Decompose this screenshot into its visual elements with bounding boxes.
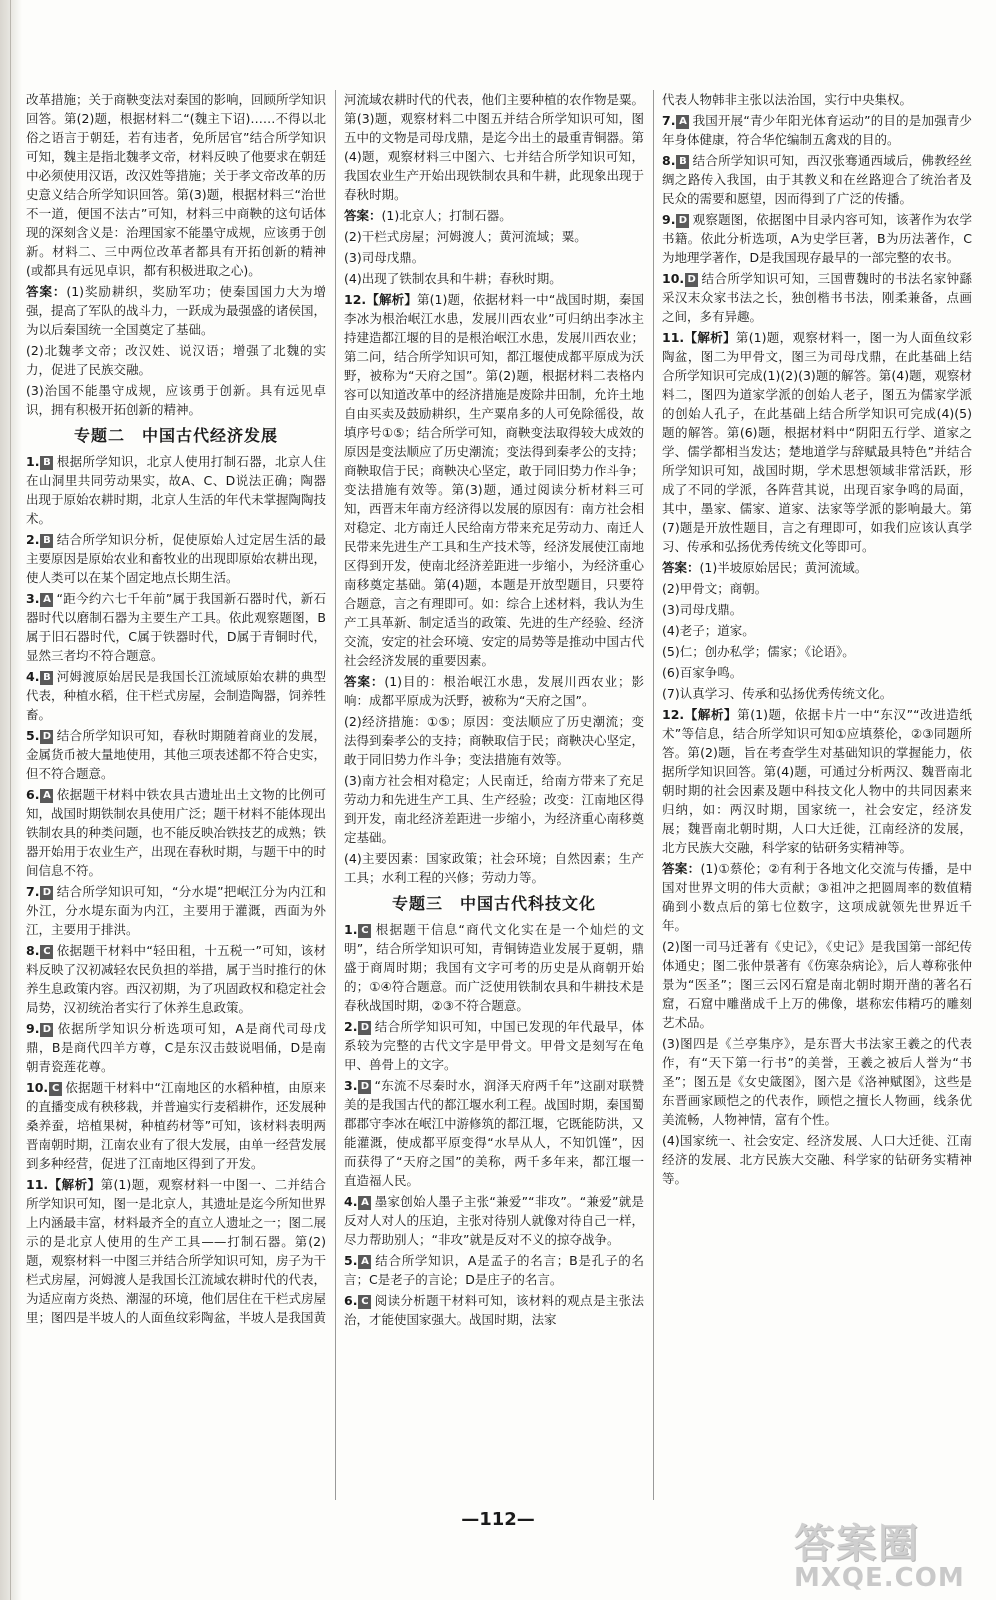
section-heading: 专题二 中国古代经济发展 xyxy=(73,426,278,445)
answer-badge: A xyxy=(40,789,53,803)
question-item: 3. A “距今约六七千年前”属于我国新石器时代，新石器时代以磨制石器为主要生产工具。依此观察题图，B属于旧石器时代，C属于铁器时代，D属于青铜时代，显然三者均不符合题意。 xyxy=(26,591,326,663)
column-2 xyxy=(344,90,644,1500)
answer-line: (3)治国不能墨守成规，应该勇于创新。具有远见卓识，拥有积极开拓创新的精神。 xyxy=(26,383,326,417)
question-item: 2. B 结合所学知识分析，促使原始人过定居生活的最主要原因是原始农业和畜牧业的出现即原始农耕出现，使人类可以在某个固定地点长期生活。 xyxy=(26,532,326,585)
question-item: 6. A 依据题干材料中铁农具古遗址出土文物的比例可知，战国时期铁制农具使用广泛；题干材料不能体现出铁制农具的种类问题，也不能反映冶铁技艺的成熟；铁器开始用于农业生产，出现在春秋时期，与题干中的时间信息不符。 xyxy=(26,787,326,878)
question-item: 12.【解析】第(1)题，依据卡片一中“东汉”“改进造纸术”等信息，结合所学知识可知①应填蔡伦，②③同题所答。第(2)题，旨在考查学生对基础知识的掌握能力，依据所学知识回答。第(4)题，可通过分析两汉、魏晋南北朝时期的社会因素及题中科技文化人物中的共同因素来归纳，如：两汉时期，国家统一，社会安定，经济发展；魏晋南北朝时期，人口大迁徙，江南经济的发展，北方民族大交融，科学家的钻研务实精神等。 xyxy=(662,707,972,855)
answer-badge: D xyxy=(676,214,689,228)
answer-badge: A xyxy=(358,1255,371,1269)
question-item: 8. C 依据题干材料中“轻田租，十五税一”可知，该材料反映了汉初减轻农民负担的举措，属于当时推行的休养生息政策内容。西汉初期，为了巩固政权和稳定社会局势，汉初统治者实行了休养生息政策。 xyxy=(26,943,326,1015)
answer-badge: B xyxy=(40,456,53,470)
question-item: 6. C 阅读分析题干材料可知，该材料的观点是主张法治，才能使国家强大。战国时期，法家 xyxy=(344,1293,644,1327)
question-item: 11.【解析】第(1)题，观察材料一，图一为人面鱼纹彩陶盆，图二为甲骨文，图三为司母戊鼎，在此基础上结合所学知识可完成(1)(2)(3)题的解答。第(4)题，观察材料二，图四为道家学派的创始人老子，图五为儒家学派的创始人孔子，在此基础上结合所学知识可完成(4)(5)题的解答。第(6)题，根据材料中“阴阳五行学、道家之学、儒学都相当发达；楚地道学与辞赋最具特色”并结合所学知识可知，战国时期，学术思想领域非常活跃，形成了不同的学派，各阵营其说，出现百家争鸣的局面，其中，墨家、儒家、道家、法家等学派的影响最大。第(7)题是开放性题目，言之有理即可，如我们应该认真学习、传承和弘扬优秀传统文化等即可。 xyxy=(662,330,972,554)
answer-badge: D xyxy=(40,730,53,744)
question-item: 9. D 观察题图，依据图中目录内容可知，该著作为农学书籍。依此分析选项，A为史学巨著，B为历法著作，C为地理学著作，D是我国现存最早的一部完整的农书。 xyxy=(662,212,972,265)
analysis-tag: 【解析】 xyxy=(366,292,417,307)
answer-line: (4)国家统一、社会安定、经济发展、人口大迁徙、江南经济的发展、北方民族大交融、科学家的钻研务实精神等。 xyxy=(662,1133,972,1186)
answer-line: (2)北魏孝文帝；改汉姓、说汉语；增强了北魏的实力，促进了民族交融。 xyxy=(26,343,326,377)
answer-line: (3)司母戊鼎。 xyxy=(344,250,425,265)
watermark-text: 答案圈 xyxy=(794,1521,920,1567)
question-item: 10. C 依据题干材料中“江南地区的水稻种植，由原来的直播变成有秧移栽，并普遍实行麦稻耕作，还发展种桑养蚕，培植果树，种植药材等”可知，该材料表明两晋南朝时期，江南农业有了很大发展，由单一经营发展到多种经营，促进了江南地区得到了开发。 xyxy=(26,1080,326,1171)
question-item: 5. D 结合所学知识可知，春秋时期随着商业的发展，金属货币被大量地使用，其他三项表述都不符合史实，但不符合题意。 xyxy=(26,728,326,781)
answer-badge: C xyxy=(358,1295,371,1309)
answer-line xyxy=(662,859,972,935)
analysis-tag: 【解析】 xyxy=(684,330,736,345)
answer-badge: A xyxy=(358,1196,371,1210)
answer-line: (4)出现了铁制农具和牛耕；春秋时期。 xyxy=(344,271,562,286)
answer-page xyxy=(26,90,976,1500)
column-1 xyxy=(26,90,326,1500)
question-item: 5. A 结合所学知识，A是孟子的名言；B是孔子的名言；C是老子的言论；D是庄子的名言。 xyxy=(344,1253,644,1287)
question-item: 3. D “东流不尽秦时水，润泽天府两千年”这副对联赞美的是我国古代的都江堰水利工程。战国时期，秦国蜀郡郡守李冰在岷江中游修筑的都江堰，它既能防洪，又能灌溉，使成都平原变得“水旱从人，不知饥馑”，因而获得了“天府之国”的美称，两千多年来，都江堰一直造福人民。 xyxy=(344,1078,644,1188)
answer-label: 答案： xyxy=(344,674,385,689)
question-item: 2. D 结合所学知识可知，中国已发现的年代最早，体系较为完整的古代文字是甲骨文。甲骨文是刻写在龟甲、兽骨上的文字。 xyxy=(344,1019,644,1072)
answer-line: (5)仁；创办私学；儒家；《论语》。 xyxy=(662,644,855,659)
answer-text: (1)①蔡伦；②有利于各地文化交流与传播，是中国对世界文明的伟大贡献；③祖冲之把圆周率的数值精确到小数点后的第七位数字，这项成就领先世界近千年。 xyxy=(662,861,972,933)
answer-line: (2)甲骨文；商朝。 xyxy=(662,581,768,596)
answer-text: (1)奖励耕织，奖励军功；使秦国国力大为增强，提高了军队的战斗力，一跃成为最强盛的诸侯国，为以后秦国统一全国奠定了基础。 xyxy=(26,284,326,337)
answer-line: (3)图四是《兰亭集序》，是东晋大书法家王羲之的代表作，有“天下第一行书”的美誉，王羲之被后人誉为“书圣”；图五是《女史箴图》，图六是《洛神赋图》，这些是东晋画家顾恺之的代表作，顾恺之擅长人物画，线条优美流畅，人物神情，富有个性。 xyxy=(662,1036,972,1127)
answer-badge: A xyxy=(40,593,53,607)
column-3 xyxy=(662,90,972,1500)
answer-text: (1)北京人；打制石器。 xyxy=(381,208,512,223)
answer-badge: B xyxy=(40,671,53,685)
answer-badge: B xyxy=(40,534,53,548)
column-divider xyxy=(653,90,654,1500)
answer-line: (6)百家争鸣。 xyxy=(662,665,743,680)
answer-label: 答案： xyxy=(26,284,67,299)
answer-badge: A xyxy=(676,115,689,129)
answer-line: (7)认真学习、传承和弘扬优秀传统文化。 xyxy=(662,686,893,701)
answer-badge: C xyxy=(40,945,53,959)
answer-line xyxy=(344,672,644,710)
question-item: 10. D 结合所学知识可知，三国曹魏时的书法名家钟繇采汉末众家书法之长，独创楷书书法，刚柔兼备，点画之间，多有异趣。 xyxy=(662,271,972,324)
gutter-line xyxy=(10,0,11,1600)
answer-text: (1)半坡原始居民；黄河流域。 xyxy=(699,560,868,575)
answer-line: (4)老子；道家。 xyxy=(662,623,755,638)
answer-line: (2)干栏式房屋；河姆渡人；黄河流域；粟。 xyxy=(344,229,587,244)
question-item: 7. A 我国开展“青少年阳光体育运动”的目的是加强青少年身体健康，符合华佗编制五禽戏的目的。 xyxy=(662,113,972,147)
question-item: 9. D 依据所学知识分析选项可知，A是商代司母戊鼎，B是商代四羊方尊，C是东汉击鼓说唱俑，D是南朝青瓷莲花尊。 xyxy=(26,1021,326,1074)
question-item: 1. B 根据所学知识，北京人使用打制石器，北京人住在山洞里共同劳动果实，故A、C、D说法正确；陶器出现于原始农耕时期，北京人生活的年代未掌握陶陶技术。 xyxy=(26,454,326,526)
question-item: 8. B 结合所学知识可知，西汉张骞通西域后，佛教经丝绸之路传入我国，由于其教义和在丝路迎合了统治者及民众的需要和愿望，因而得到了广泛的传播。 xyxy=(662,153,972,206)
question-item: 1. C 根据题干信息“商代文化实在是一个灿烂的文明”，结合所学知识可知，青铜铸造业发展于夏朝，鼎盛于商周时期；我国有文字可考的历史是从商朝开始的；①④符合题意。而广泛使用铁制农具和牛耕技术是春秋战国时期，②③不符合题意。 xyxy=(344,922,644,1013)
answer-line xyxy=(344,206,644,225)
answer-badge: D xyxy=(358,1080,371,1094)
answer-label: 答案： xyxy=(662,861,701,876)
paragraph: 河流域农耕时代的代表，他们主要种植的农作物是粟。第(3)题，观察材料二中图五并结合所学知识可知，图五中的文物是司母戊鼎，是迄今出土的最重青铜器。第(4)题，观察材料三中图六、七并结合所学知识可知，我国农业生产开始出现铁制农具和牛耕，此现象出现于春秋时期。 xyxy=(344,92,644,202)
answer-badge: C xyxy=(49,1082,62,1096)
watermark-url: MXQE.COM xyxy=(794,1563,965,1593)
answer-label: 答案： xyxy=(344,208,382,223)
question-item: 11.【解析】第(1)题，观察材料一中图一、二并结合所学知识可知，图一是北京人，其遗址是迄今所知世界上内涵最丰富，材料最齐全的直立人遗址之一；图二展示的是北京人使用的生产工具——打制石器。第(2)题，观察材料一中图三并结合所学知识可知，房子为干栏式房屋，河姆渡人是我国长江流域农耕时代的代表，为适应南方炎热、潮湿的环境，他们居住在干栏式房屋里；图四是半坡人的人面鱼纹彩陶盆，半坡人是我国黄 xyxy=(26,1177,326,1325)
answer-badge: D xyxy=(40,886,53,900)
answer-line: (3)司母戊鼎。 xyxy=(662,602,743,617)
watermark-logo xyxy=(794,1512,982,1594)
answer-line: (2)图一司马迁著有《史记》，《史记》是我国第一部纪传体通史；图二张仲景著有《伤寒杂病论》，后人尊称张仲景为“医圣”；图三云冈石窟是南北朝时期开凿的著名石窟，石窟中雕凿成千上万的佛像，堪称宏伟精巧的雕刻艺术品。 xyxy=(662,939,972,1030)
analysis-tag: 【解析】 xyxy=(684,707,738,722)
paragraph: 代表人物韩非主张以法治国，实行中央集权。 xyxy=(662,92,913,107)
page-gutter xyxy=(0,0,22,1600)
answer-label: 答案： xyxy=(662,560,700,575)
paragraph: 改革措施；关于商鞅变法对秦国的影响，回顾所学知识回答。第(2)题，根据材料二“(魏主下诏)……不得以北俗之语言于朝廷，若有违者，免所居官”结合所学知识可知，魏主是指北魏孝文帝，材料反映了他要求在朝廷中必须使用汉语，改汉姓等措施；关于孝文帝改革的历史意义结合所学知识回答。第(3)题，根据材料三“治世不一道，便国不法古”可知，材料三中商鞅的这句话体现的深刻含义是：治理国家不能墨守成规，应该勇于创新。材料二、三中两位改革者都具有开拓创新的精神(或都具有远见卓识，都有积极进取之心)。 xyxy=(26,92,326,278)
answer-badge: D xyxy=(40,1023,53,1037)
answer-badge: D xyxy=(358,1021,371,1035)
analysis-tag: 【解析】 xyxy=(48,1177,101,1192)
answer-line xyxy=(26,282,326,339)
page-number: —112— xyxy=(461,1509,535,1530)
answer-badge: B xyxy=(676,155,689,169)
answer-text: (1)目的：根治岷江水患，发展川西农业；影响：成都平原成为沃野，被称为“天府之国”。 xyxy=(344,674,644,708)
question-item: 4. A 墨家创始人墨子主张“兼爱”“非攻”。“兼爱”就是反对人对人的压迫，主张对待别人就像对待自己一样，尽力帮助别人；“非攻”就是反对不义的掠夺战争。 xyxy=(344,1194,644,1247)
answer-line xyxy=(662,558,972,577)
answer-line: (4)主要因素：国家政策；社会环境；自然因素；生产工具；水利工程的兴修；劳动力等。 xyxy=(344,851,644,885)
question-item: 7. D 结合所学知识可知，“分水堤”把岷江分为内江和外江，分水堤东面为内江，主要用于灌溉，西面为外江，主要用于排洪。 xyxy=(26,884,326,937)
answer-badge: D xyxy=(685,273,698,287)
answer-line: (2)经济措施：①⑤；原因：变法顺应了历史潮流；变法得到秦孝公的支持；商鞅取信于民；商鞅决心坚定，敢于同旧势力作斗争；变法措施有效等。 xyxy=(344,714,644,767)
answer-badge: C xyxy=(358,924,371,938)
question-item: 4. B 河姆渡原始居民是我国长江流域原始农耕的典型代表，种植水稻，住干栏式房屋，会制造陶器，饲养牲畜。 xyxy=(26,669,326,722)
answer-line: (3)南方社会相对稳定；人民南迁，给南方带来了充足劳动力和先进生产工具、生产经验；改变：江南地区得到开发，南北经济差距进一步缩小，为经济重心南移奠定基础。 xyxy=(344,773,644,845)
column-divider xyxy=(335,90,336,1500)
question-item: 12.【解析】第(1)题，依据材料一中“战国时期，秦国李冰为根治岷江水患，发展川西农业”可归纳出李冰主持建造都江堰的目的是根治岷江水患，发展川西农业；第二问，结合所学知识可知，都江堰使成都平原成为沃野，被称为“天府之国”。第(2)题，根据材料二表格内容可以知道改革中的经济措施是废除井田制，允许土地自由买卖及鼓励耕织，生产粟帛多的人可免除徭役，故填序号①⑤；结合所学可知，商鞅变法取得较大成效的原因是变法顺应了历史潮流；变法得到秦孝公的支持；商鞅取信于民；商鞅决心坚定，敢于同旧势力作斗争；变法措施有效等。第(3)题，通过阅读分析材料三可知，西晋末年南方经济得以发展的原因有：南方社会相对稳定、北方南迁人民给南方带来充足劳动力、南迁人民带来先进生产工具和生产技术等，经济发展使江南地区得到开发，使南北经济差距进一步缩小，为经济重心南移奠定基础。第(4)题，本题是开放型题目，只要符合题意，言之有理即可。如：综合上述材料，我认为生产工具革新、制定适当的政策、先进的生产经验、经济交流，安定的社会环境、安定的局势等是推动中国古代社会经济发展的重要因素。 xyxy=(344,292,644,668)
section-heading: 专题三 中国古代科技文化 xyxy=(391,894,596,913)
